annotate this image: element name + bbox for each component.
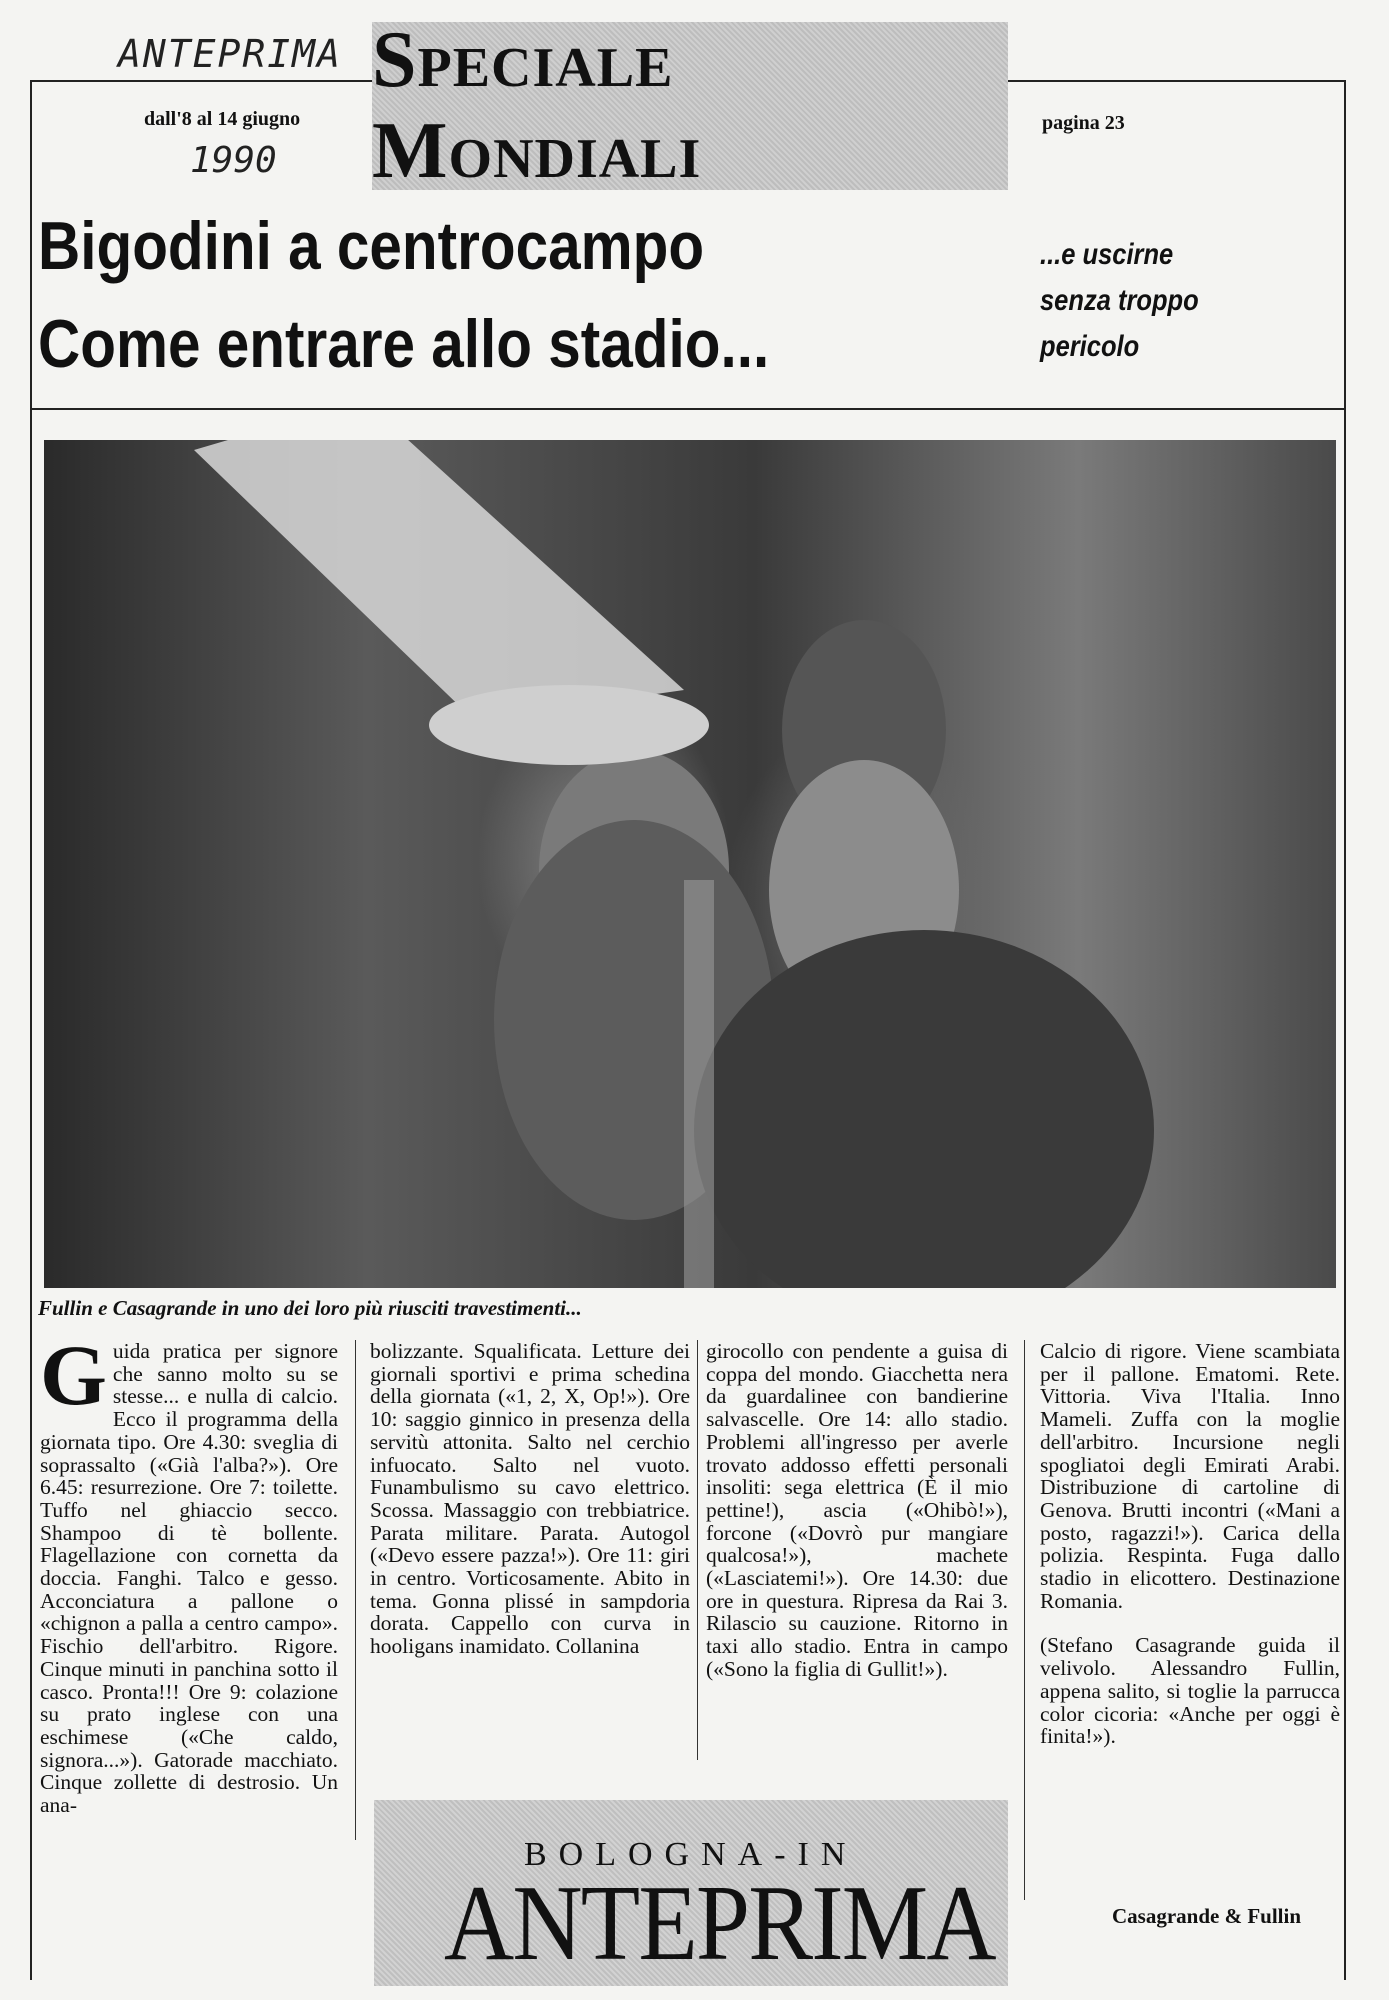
costume-photo (44, 440, 1336, 1288)
column-3-text: girocollo con pendente a guisa di coppa del mondo. Giacchetta nera da guardalinee con bandierine salvascelle. Ore 14: allo stadio. Problemi all'ingresso per averle trovato addosso effetti personali insoliti: sega elettrica (È il mio pettine!), ascia («Ohibò!»), forcone («Dovrò pur mangiare qualcosa!»), machete («Lasciatemi!»). Ore 14.30: due ore in questura. Ripresa da Rai 3. Rilascio su cauzione. Ritorno in taxi allo stadio. Entra in campo («Sono la figlia di Gullit!»). (706, 1339, 1008, 1681)
date-range: dall'8 al 14 giugno (144, 108, 301, 130)
column-4-text: Calcio di rigore. Viene scambiata per il pallone. Ematomi. Rete. Vittoria. Viva l'Italia. Inno Mameli. Zuffa con la moglie dell'arbitro. Incursione negli spogliatoi degli Emirati Arabi. Distribuzione di cartoline di Genova. Brutti incontri («Mani a posto, ragazzi!»). Carica della polizia. Respinta. Fuga dallo stadio in elicottero. Destinazione Romania. (1040, 1339, 1340, 1613)
right-border (1344, 80, 1346, 1980)
section-banner (372, 16, 1008, 195)
article-column-1 (40, 1327, 338, 1818)
article-column-4 (1040, 1340, 1340, 1748)
left-border (30, 80, 32, 1980)
column-2-text: bolizzante. Squalificata. Letture dei giornali sportivi e prima schedina della giornata («1, 2, X, Op!»). Ore 10: saggio ginnico in presenza della servitù attonita. Salto nel cerchio infuocato. Salto nel vuoto. Funambulismo su cavo elettrico. Scossa. Massaggio con trebbiatrice. Parata militare. Parata. Autogol («Devo essere pazza!»). Ore 11: giri in centro. Vorticosamente. Abito in tema. Gonna plissé in sampdoria dorata. Cappello con curva in hooligans inamidato. Collanina (370, 1339, 690, 1659)
subtitle-line-1: ...e uscirne (1040, 238, 1174, 271)
photo-caption: Fullin e Casagrande in uno dei loro più riusciti travestimenti... (38, 1296, 582, 1320)
article-column-3 (706, 1340, 1008, 1681)
headline-line-1: Bigodini a centrocampo (38, 208, 705, 284)
top-rule-left (32, 80, 372, 82)
handwritten-title: ANTEPRIMA (118, 32, 342, 76)
dropcap: G (40, 1327, 107, 1423)
column-1-text: uida pratica per signore che sanno molto su se stesse... e nulla di calcio. Ecco il programma della giornata tipo. Ore 4.30: sveglia di soprassalto («Già l'alba?»). Ore 6.45: resurrezione. Ore 7: toilette. Tuffo nel ghiaccio secco. Shampoo di tè bollente. Flagellazione con cornetta da doccia. Fanghi. Talco e gesso. Acconciatura a pallone o «chignon a palla a centro campo». Fischio dell'arbitro. Rigore. Cinque minuti in panchina sotto il casco. Pronta!!! Ore 9: colazione su prato inglese con una eschimese («Che caldo, signora...»). Gatorade macchiato. Cinque zollette di destrosio. Un ana- (40, 1339, 338, 1818)
subtitle-line-3: pericolo (1040, 330, 1140, 363)
handwritten-year: 1990 (190, 140, 277, 181)
article-column-2 (370, 1340, 690, 1658)
subtitle-line-2: senza troppo (1040, 284, 1199, 317)
anteprima-logo (374, 1800, 1008, 1986)
photo-illustration (44, 440, 1336, 1288)
top-rule-right (1008, 80, 1344, 82)
column-4-credits: (Stefano Casagrande guida il velivolo. Alessandro Fullin, appena salito, si toglie la parrucca color cicoria: «Anche per oggi è finita!»). (1040, 1633, 1340, 1749)
column-rule-2 (697, 1340, 698, 1760)
column-rule-3 (1024, 1340, 1025, 1900)
page-number: pagina 23 (1042, 112, 1125, 134)
author-signature: Casagrande & Fullin (1112, 1904, 1302, 1928)
headline-line-2: Come entrare allo stadio... (38, 306, 770, 382)
section-title: Speciale Mondiali (372, 16, 702, 195)
logo-small-text: BOLOGNA-IN (524, 1836, 858, 1873)
headline-rule (32, 408, 1344, 410)
column-rule-1 (355, 1340, 356, 1840)
logo-big-text: ANTEPRIMA (444, 1864, 995, 1983)
